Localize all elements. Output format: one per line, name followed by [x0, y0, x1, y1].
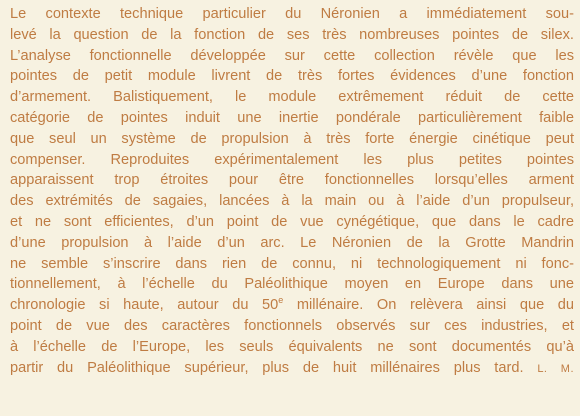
text-segment: partir du Paléolithique supérieur, plus de huit millénaires plus tard. [10, 359, 524, 376]
text-line-with-superscript [10, 295, 574, 316]
text-line: et ne sont efficientes, d’un point de vue cynégétique, que dans le cadre [10, 213, 574, 230]
text-line: point de vue des caractères fonctionnels observés sur ces industries, et [10, 317, 574, 334]
text-line: des extrémités de sagaies, lancées à la main ou à l’aide d’un propulseur, [10, 193, 574, 210]
ordinal-superscript: e [278, 295, 284, 306]
text-line: ne semble s’inscrire dans rien de connu, ni technologiquement ni fonc- [10, 255, 574, 272]
text-segment: millénaire. On relèvera ainsi que du [283, 297, 574, 314]
author-initials: L. M. [537, 362, 574, 375]
text-line: compenser. Reproduites expérimentalement les plus petites pointes [10, 151, 574, 168]
text-segment: chronologie si haute, autour du 50 [10, 297, 279, 314]
text-line: que seul un système de propulsion à très forte énergie cinétique peut [10, 130, 574, 147]
text-line: d’une propulsion à l’aide d’un arc. Le Néronien de la Grotte Mandrin [10, 234, 574, 251]
text-line: Le contexte technique particulier du Néronien a immédiatement sou- [10, 6, 574, 22]
text-line: d’armement. Balistiquement, le module extrêmement réduit de cette [10, 89, 574, 106]
text-line: catégorie de pointes induit une inertie pondérale particulièrement faible [10, 109, 574, 126]
text-line: levé la question de la fonction de ses très nombreuses pointes de silex. [10, 26, 574, 43]
text-line-final [10, 358, 574, 379]
text-line: pointes de petit module livrent de très fortes évidences d’une fonction [10, 68, 574, 85]
article-paragraph [10, 4, 574, 378]
text-line: à l’échelle de l’Europe, les seuls équivalents ne sont documentés qu’à [10, 338, 574, 355]
text-line: tionnellement, à l’échelle du Paléolithique moyen en Europe dans une [10, 276, 574, 293]
text-line: L’analyse fonctionnelle développée sur cette collection révèle que les [10, 47, 574, 64]
text-line: apparaissent trop étroites pour être fonctionnelles lorsqu’elles arment [10, 172, 574, 189]
